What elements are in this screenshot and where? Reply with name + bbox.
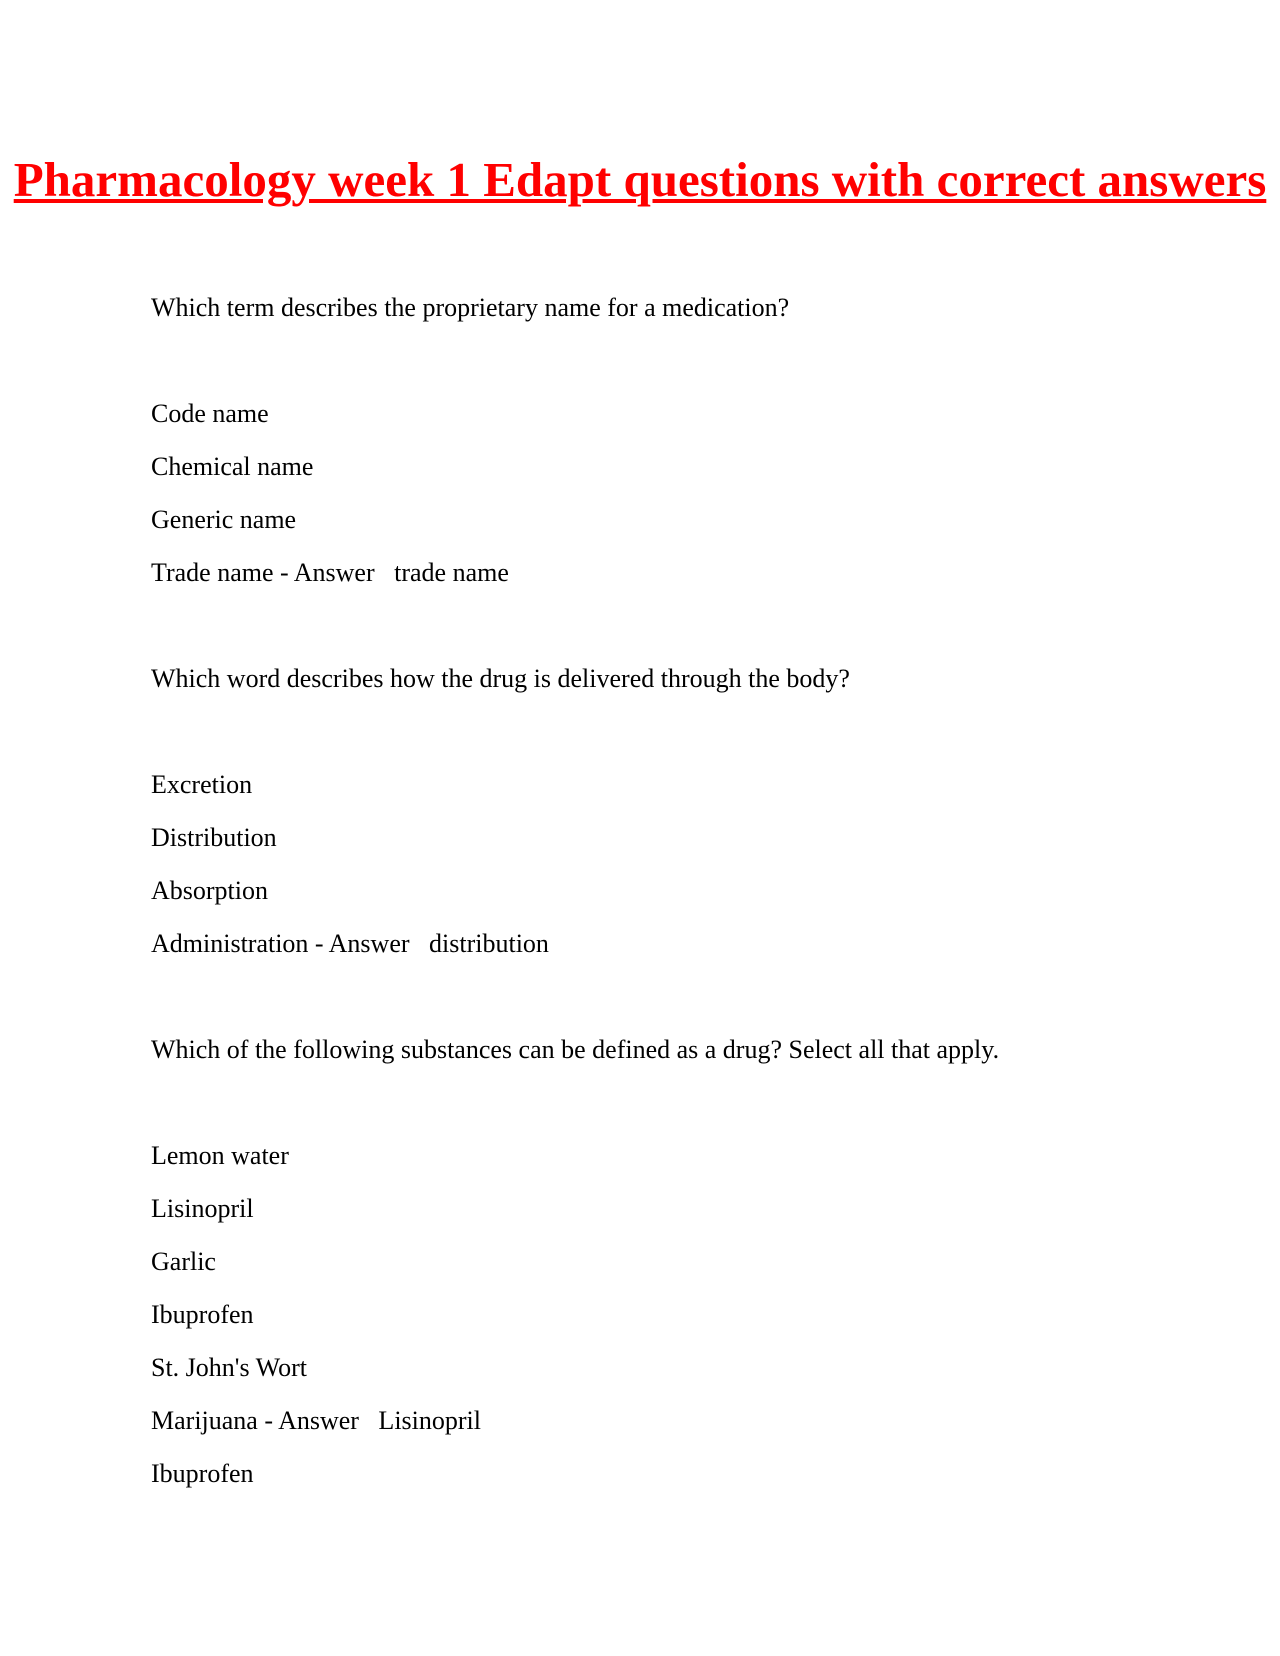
option-answer: Trade name - Answer trade name [151, 558, 509, 587]
question-2: Which word describes how the drug is delivered through the body? [151, 664, 850, 693]
option: Lemon water [151, 1141, 289, 1170]
document-title: Pharmacology week 1 Edapt questions with correct answers [13, 152, 1267, 207]
option: St. John's Wort [151, 1353, 307, 1382]
option: Absorption [151, 876, 268, 905]
option: Code name [151, 399, 269, 428]
option: Garlic [151, 1247, 216, 1276]
answer-continued: Ibuprofen [151, 1459, 254, 1488]
option: Ibuprofen [151, 1300, 254, 1329]
option-answer: Marijuana - Answer Lisinopril [151, 1406, 481, 1435]
question-3: Which of the following substances can be defined as a drug? Select all that apply. [151, 1035, 1000, 1064]
question-1: Which term describes the proprietary name for a medication? [151, 293, 790, 322]
option: Excretion [151, 770, 253, 799]
option: Generic name [151, 505, 297, 534]
option: Chemical name [151, 452, 314, 481]
option-answer: Administration - Answer distribution [151, 929, 549, 958]
option: Distribution [151, 823, 277, 852]
option: Lisinopril [151, 1194, 254, 1223]
